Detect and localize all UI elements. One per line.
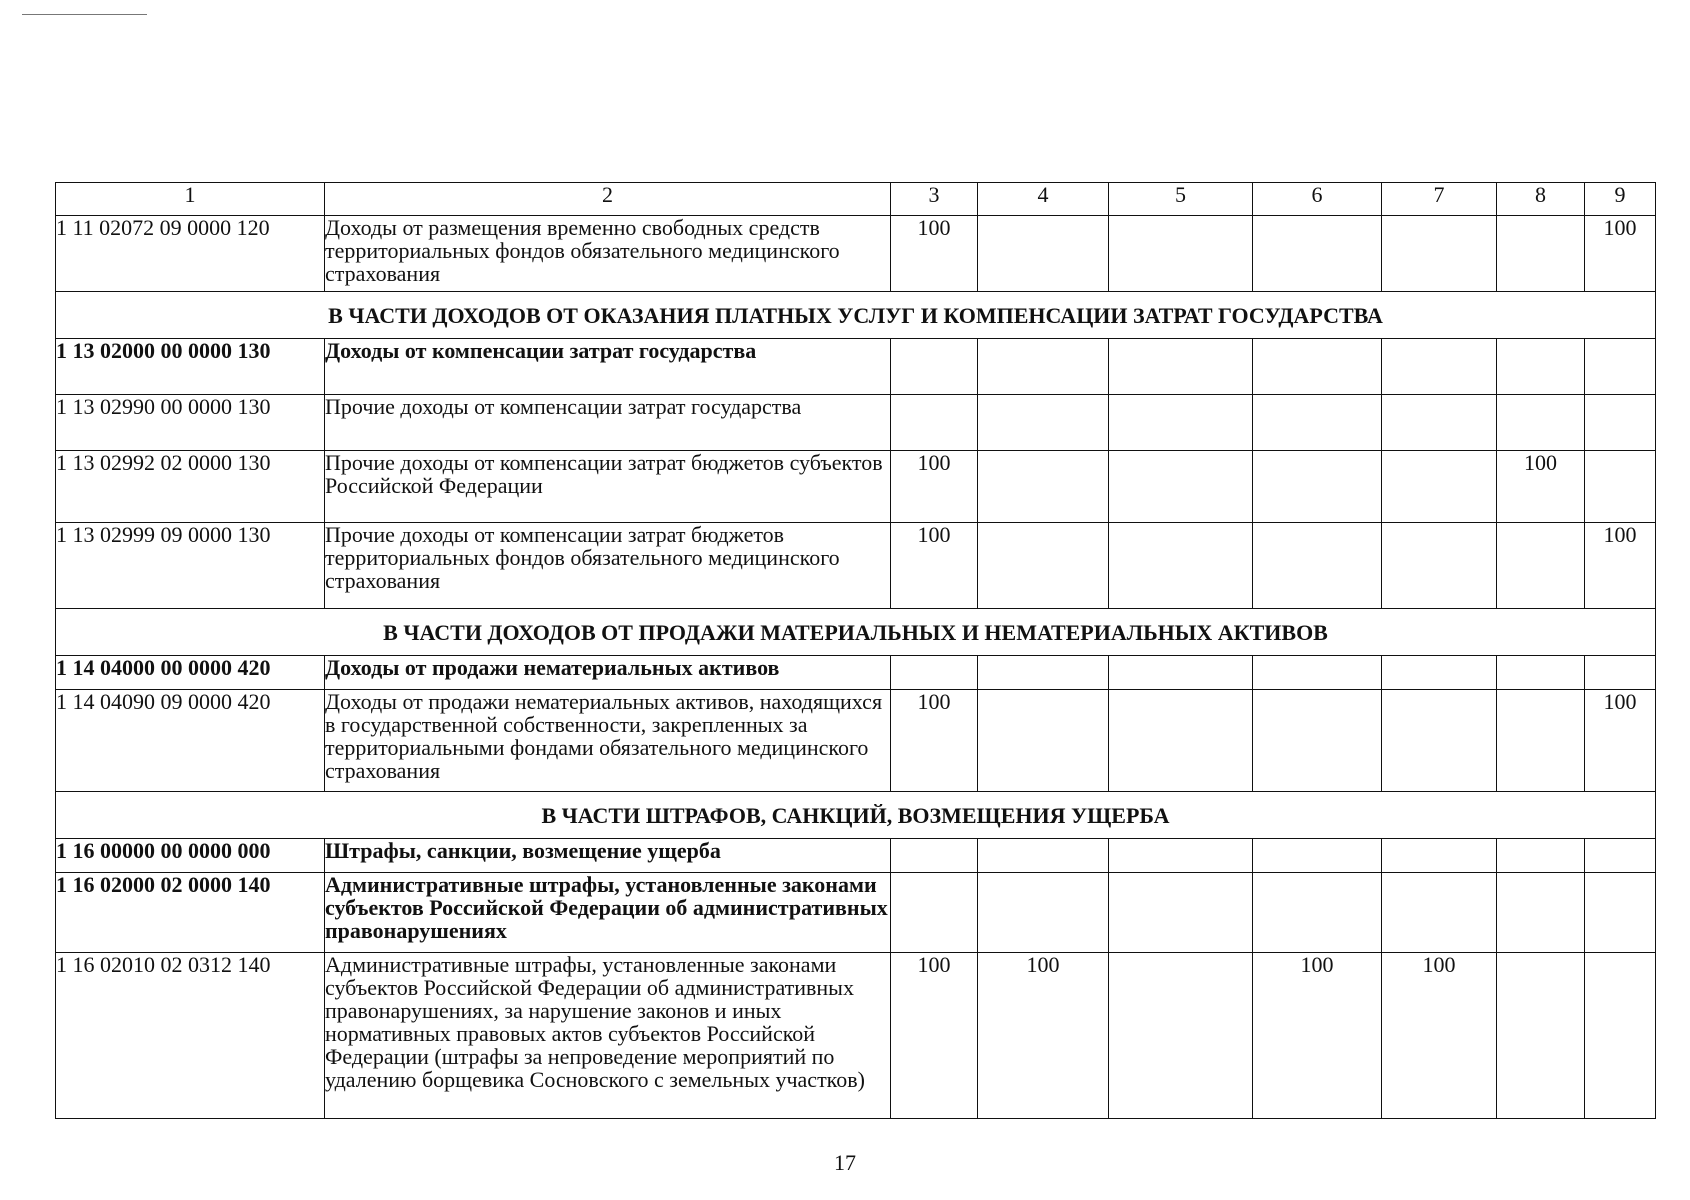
revenue-description: Административные штрафы, установленные законами субъектов Российской Федерации об административных правонарушениях, за нарушение законов и иных нормативных правовых актов субъектов Российской Федерации (штрафы за непроведение мероприятий по удалению борщевика Сосновского с земельных участков) [325,953,891,1119]
section-title: В ЧАСТИ ДОХОДОВ ОТ ПРОДАЖИ МАТЕРИАЛЬНЫХ И НЕМАТЕРИАЛЬНЫХ АКТИВОВ [56,609,1656,656]
percent-cell-col-9 [1585,451,1656,523]
col-header: 7 [1382,183,1497,216]
budget-code: 1 13 02999 09 0000 130 [56,523,325,609]
page-number: 17 [834,1150,856,1175]
percent-cell-col-9 [1585,339,1656,395]
percent-cell-col-5 [1109,523,1253,609]
percent-cell-col-5 [1109,873,1253,953]
percent-cell-col-7 [1382,216,1497,292]
percent-cell-col-3: 100 [891,451,978,523]
revenue-description: Прочие доходы от компенсации затрат бюджетов территориальных фондов обязательного медицинского страхования [325,523,891,609]
col-header: 1 [56,183,325,216]
percent-cell-col-6 [1253,656,1382,690]
percent-cell-col-6 [1253,523,1382,609]
section-header-row [56,292,1656,339]
percent-cell-col-8 [1497,523,1585,609]
percent-cell-col-8 [1497,690,1585,792]
revenue-description: Доходы от продажи нематериальных активов, находящихся в государственной собственности, закрепленных за территориальными фондами обязательного медицинского страхования [325,690,891,792]
percent-cell-col-4 [978,839,1109,873]
revenue-description: Штрафы, санкции, возмещение ущерба [325,839,891,873]
percent-cell-col-9 [1585,953,1656,1119]
percent-cell-col-9: 100 [1585,523,1656,609]
percent-cell-col-7 [1382,873,1497,953]
budget-code: 1 16 02000 02 0000 140 [56,873,325,953]
percent-cell-col-7 [1382,656,1497,690]
table-row [56,839,1656,873]
section-title: В ЧАСТИ ШТРАФОВ, САНКЦИЙ, ВОЗМЕЩЕНИЯ УЩЕРБА [56,792,1656,839]
percent-cell-col-8 [1497,953,1585,1119]
col-header: 6 [1253,183,1382,216]
percent-cell-col-8 [1497,216,1585,292]
table-body [56,183,1656,1119]
percent-cell-col-5 [1109,395,1253,451]
percent-cell-col-6: 100 [1253,953,1382,1119]
revenue-description: Доходы от компенсации затрат государства [325,339,891,395]
table-row [56,216,1656,292]
percent-cell-col-3 [891,873,978,953]
percent-cell-col-4 [978,395,1109,451]
table-row [56,451,1656,523]
budget-code: 1 11 02072 09 0000 120 [56,216,325,292]
percent-cell-col-3 [891,839,978,873]
section-title: В ЧАСТИ ДОХОДОВ ОТ ОКАЗАНИЯ ПЛАТНЫХ УСЛУГ И КОМПЕНСАЦИИ ЗАТРАТ ГОСУДАРСТВА [56,292,1656,339]
percent-cell-col-6 [1253,873,1382,953]
percent-cell-col-9: 100 [1585,690,1656,792]
col-header: 8 [1497,183,1585,216]
percent-cell-col-4: 100 [978,953,1109,1119]
revenue-distribution-table [55,182,1656,1119]
budget-code: 1 13 02992 02 0000 130 [56,451,325,523]
percent-cell-col-3 [891,656,978,690]
percent-cell-col-8 [1497,656,1585,690]
percent-cell-col-3: 100 [891,953,978,1119]
table-row [56,656,1656,690]
table-row [56,523,1656,609]
percent-cell-col-9 [1585,839,1656,873]
section-header-row [56,792,1656,839]
percent-cell-col-4 [978,451,1109,523]
percent-cell-col-3: 100 [891,216,978,292]
percent-cell-col-3 [891,395,978,451]
percent-cell-col-4 [978,523,1109,609]
percent-cell-col-6 [1253,216,1382,292]
percent-cell-col-5 [1109,953,1253,1119]
percent-cell-col-4 [978,339,1109,395]
table-row [56,339,1656,395]
percent-cell-col-7 [1382,339,1497,395]
percent-cell-col-7 [1382,451,1497,523]
percent-cell-col-6 [1253,339,1382,395]
percent-cell-col-9 [1585,873,1656,953]
percent-cell-col-9: 100 [1585,216,1656,292]
percent-cell-col-6 [1253,395,1382,451]
col-header: 3 [891,183,978,216]
col-header: 2 [325,183,891,216]
percent-cell-col-5 [1109,451,1253,523]
percent-cell-col-4 [978,873,1109,953]
percent-cell-col-5 [1109,839,1253,873]
col-header: 5 [1109,183,1253,216]
table-row [56,395,1656,451]
top-rule [22,14,147,15]
percent-cell-col-4 [978,656,1109,690]
percent-cell-col-8 [1497,873,1585,953]
percent-cell-col-8 [1497,839,1585,873]
percent-cell-col-6 [1253,451,1382,523]
percent-cell-col-6 [1253,690,1382,792]
percent-cell-col-5 [1109,216,1253,292]
budget-code: 1 13 02000 00 0000 130 [56,339,325,395]
revenue-description: Доходы от размещения временно свободных средств территориальных фондов обязательного медицинского страхования [325,216,891,292]
percent-cell-col-8 [1497,395,1585,451]
percent-cell-col-4 [978,216,1109,292]
percent-cell-col-9 [1585,395,1656,451]
percent-cell-col-5 [1109,339,1253,395]
percent-cell-col-7 [1382,523,1497,609]
budget-code: 1 14 04090 09 0000 420 [56,690,325,792]
revenue-description: Прочие доходы от компенсации затрат государства [325,395,891,451]
table-row [56,953,1656,1119]
col-header: 9 [1585,183,1656,216]
percent-cell-col-6 [1253,839,1382,873]
revenue-description: Прочие доходы от компенсации затрат бюджетов субъектов Российской Федерации [325,451,891,523]
revenue-description: Административные штрафы, установленные законами субъектов Российской Федерации об административных правонарушениях [325,873,891,953]
revenue-description: Доходы от продажи нематериальных активов [325,656,891,690]
column-number-row [56,183,1656,216]
col-header: 4 [978,183,1109,216]
percent-cell-col-7: 100 [1382,953,1497,1119]
budget-code: 1 16 02010 02 0312 140 [56,953,325,1119]
table-row [56,873,1656,953]
section-header-row [56,609,1656,656]
percent-cell-col-4 [978,690,1109,792]
percent-cell-col-3: 100 [891,690,978,792]
budget-code: 1 16 00000 00 0000 000 [56,839,325,873]
percent-cell-col-8 [1497,339,1585,395]
percent-cell-col-3 [891,339,978,395]
budget-code: 1 14 04000 00 0000 420 [56,656,325,690]
budget-code: 1 13 02990 00 0000 130 [56,395,325,451]
percent-cell-col-7 [1382,690,1497,792]
percent-cell-col-5 [1109,690,1253,792]
percent-cell-col-8: 100 [1497,451,1585,523]
percent-cell-col-7 [1382,395,1497,451]
table-row [56,690,1656,792]
percent-cell-col-5 [1109,656,1253,690]
percent-cell-col-3: 100 [891,523,978,609]
percent-cell-col-9 [1585,656,1656,690]
percent-cell-col-7 [1382,839,1497,873]
